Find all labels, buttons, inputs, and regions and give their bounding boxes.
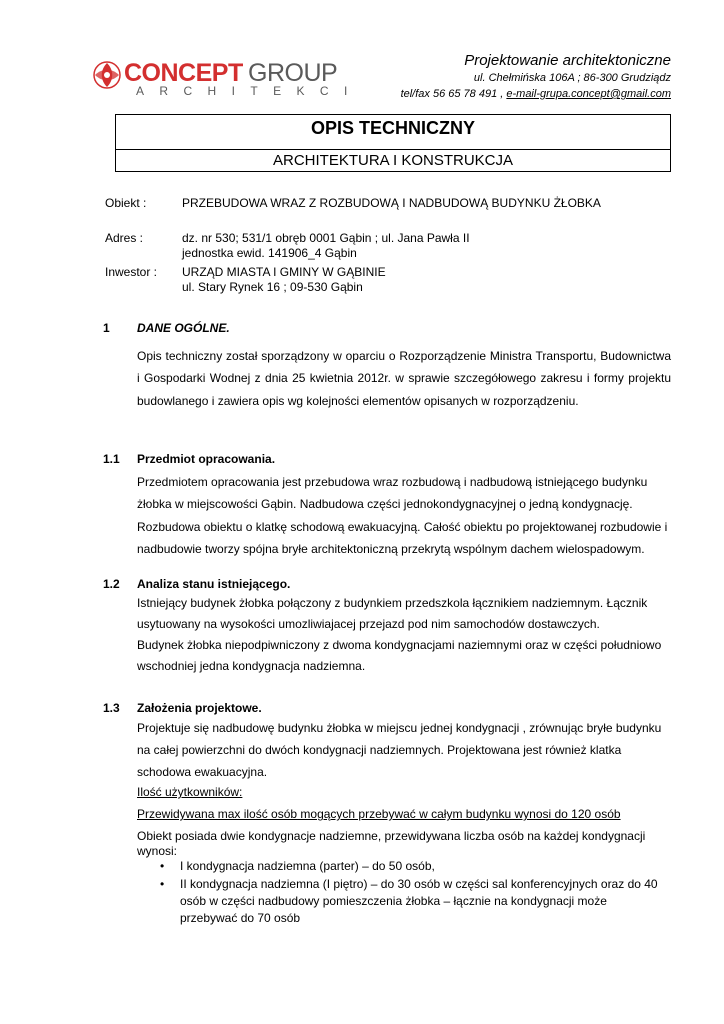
section-1-2-line3: Budynek żłobka niepodpiwniczony z dwoma kondygnacjami naziemnymi oraz w części południowo	[137, 638, 662, 652]
section-1-2-title: Analiza stanu istniejącego.	[137, 577, 291, 591]
section-1-3-line2: na całej powierzchni do dwóch kondygnacji nadziemnych. Projektowana jest również klatka	[137, 743, 622, 757]
logo-flower-icon	[92, 60, 122, 90]
document-title: OPIS TECHNICZNY	[310, 118, 475, 138]
section-1-2-line2: usytuowany na wysokości umozliwiajacej przejazd pod nim samochodów dostawczych.	[137, 617, 600, 631]
company-address: ul. Chełmińska 106A ; 86-300 Grudziądz	[473, 72, 671, 84]
max-people-line: Przewidywana max ilość osób mogących przebywać w całym budynku wynosi do 120 osób	[137, 807, 621, 821]
section-1-text: Opis techniczny został sporządzony w oparciu o Rozporządzenie Ministra Transportu, Budownictwa i Gospodarki Wodnej z dnia 25 kwietnia 2012r. w sprawie szczegółowego zakresu i formy projektu budowlanego i zawiera opis wg kolejności elementów opisanych w rozporządzeniu.	[137, 349, 671, 408]
floors-line2: wynosi:	[137, 844, 178, 858]
company-logo	[92, 58, 363, 104]
company-email-link[interactable]: e-mail-grupa.concept@gmail.com	[506, 88, 671, 100]
logo-subtitle: ARCHITEKCI	[136, 84, 363, 98]
bullet-2-dot: •	[160, 877, 165, 891]
section-1-2-line1: Istniejący budynek żłobka połączony z budynkiem przedszkola łącznikiem nadziemnym. Łącznik	[137, 596, 648, 610]
section-1-3-line3: schodowa ewakuacyjna.	[137, 765, 268, 779]
adres-line1: dz. nr 530; 531/1 obręb 0001 Gąbin ; ul. Jana Pawła II	[182, 231, 470, 245]
section-1-number: 1	[103, 321, 110, 335]
company-phone: tel/fax 56 65 78 491 ,	[400, 88, 507, 100]
logo-group-text: GROUP	[248, 59, 338, 87]
section-1-title: DANE OGÓLNE.	[137, 321, 230, 335]
inwestor-line1: URZĄD MIASTA I GMINY W GĄBINIE	[182, 265, 386, 279]
section-1-2-line4: wschodniej jedna kondygnacja nadziemna.	[137, 659, 366, 673]
bullet-2-line2: osób w części nadbudowy pomieszczenia żłobka – łącznie na kondygnacji może	[180, 894, 607, 908]
section-1-2-number: 1.2	[103, 577, 120, 591]
bullet-2-line1: II kondygnacja nadziemna (I piętro) – do 30 osób w części sal konferencyjnych oraz do 40	[180, 877, 658, 891]
bullet-2-line3: przebywać do 70 osób	[180, 911, 301, 925]
inwestor-line2: ul. Stary Rynek 16 ; 09-530 Gąbin	[182, 280, 363, 294]
section-1-3-line1: Projektuje się nadbudowę budynku żłobka w miejscu jednej kondygnacji , zrównując bryłe budynku	[137, 721, 662, 735]
section-1-1-number: 1.1	[103, 452, 120, 466]
bullet-1-dot: •	[160, 859, 165, 873]
floors-line1: Obiekt posiada dwie kondygnacje nadziemne, przewidywana liczba osób na każdej kondygnacji	[137, 829, 646, 843]
document-title-box	[115, 114, 671, 172]
section-1-3-title: Założenia projektowe.	[137, 701, 262, 715]
inwestor-label: Inwestor :	[105, 265, 158, 279]
section-1-1-title: Przedmiot opracowania.	[137, 452, 276, 466]
adres-label: Adres :	[105, 231, 144, 245]
company-contact	[401, 52, 671, 102]
obiekt-label: Obiekt :	[105, 196, 147, 210]
adres-line2: jednostka ewid. 141906_4 Gąbin	[182, 246, 357, 260]
section-1-3-number: 1.3	[103, 701, 120, 715]
company-title: Projektowanie architektoniczne	[464, 52, 671, 69]
bullet-1-text: I kondygnacja nadziemna (parter) – do 50 osób,	[180, 859, 435, 873]
section-1-1-text: Przedmiotem opracowania jest przebudowa wraz rozbudową i nadbudową istniejącego budynku żłobka w miejscowości Gąbin. Nadbudowa części jednokondygnacyjnej o jedną kondygnację. Rozbudowa obiektu o klatkę schodową ewakuacyjną. Całość obiektu po projektowanej rozbudowie i nadbudowie tworzy spójna bryłe architektoniczną przekrytą wspólnym dachem wielospadowym.	[137, 475, 668, 556]
users-heading: Ilość użytkowników:	[137, 785, 243, 799]
document-subtitle: ARCHITEKTURA I KONSTRUKCJA	[272, 152, 514, 169]
logo-concept-text: CONCEPT	[124, 59, 243, 87]
company-phone-email	[401, 86, 671, 102]
obiekt-value: PRZEBUDOWA WRAZ Z ROZBUDOWĄ I NADBUDOWĄ BUDYNKU ŻŁOBKA	[182, 196, 601, 210]
